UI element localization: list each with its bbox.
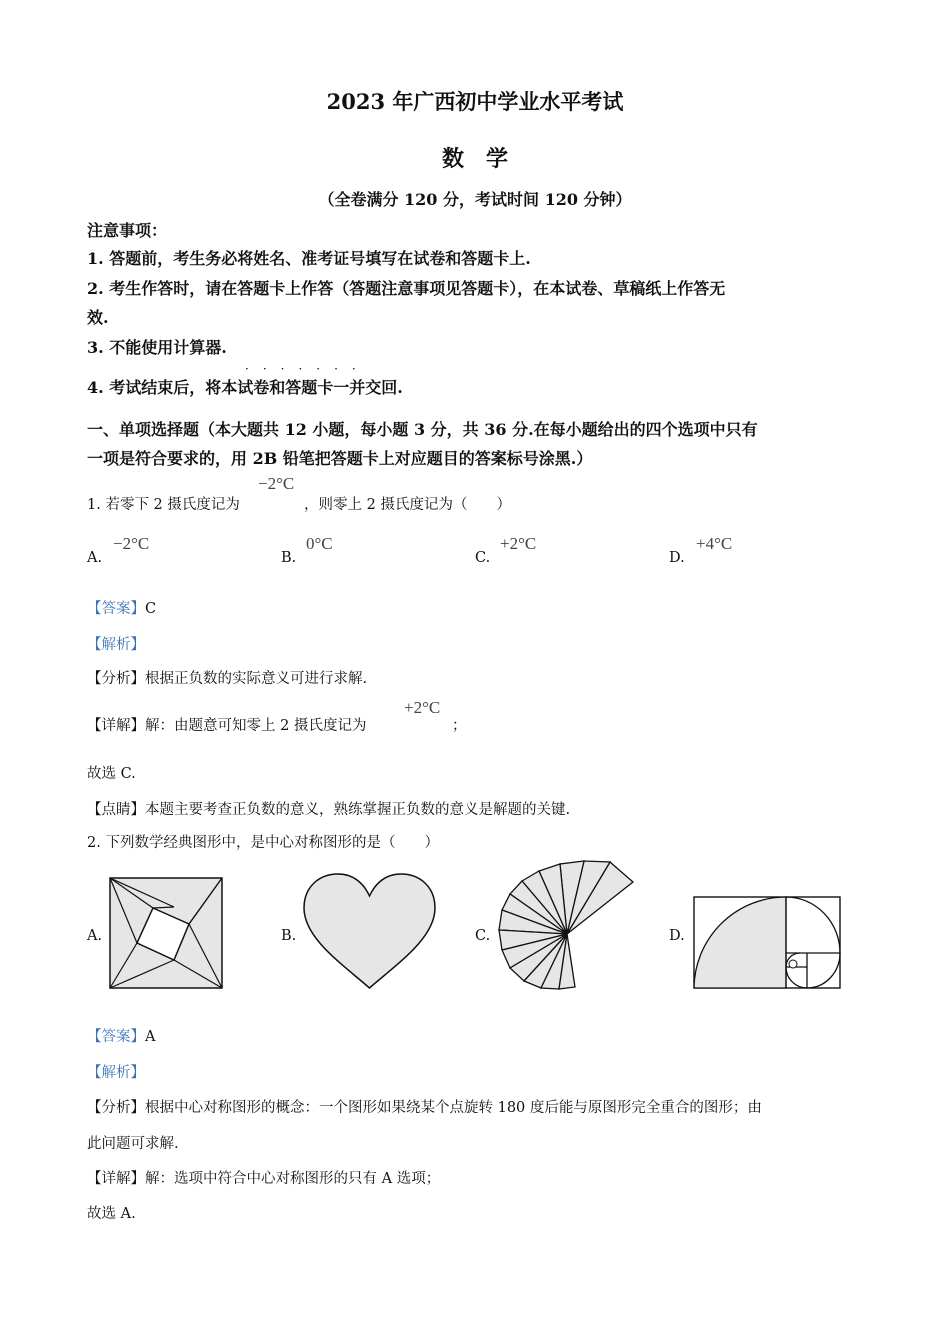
golden-spiral-figure [693, 896, 842, 990]
section-heading-line1: 一、单项选择题（本大题共 12 小题，每小题 3 分，共 36 分.在每小题给出的四个选项中只有 [87, 420, 758, 439]
q2-choose: 故选 A. [87, 1206, 136, 1222]
q2-analysis-tag: 【解析】 [87, 1065, 145, 1081]
q2-option-c-label: C. [475, 928, 491, 944]
note-item-1: 1. 答题前，考生务必将姓名、准考证号填写在试卷和答题卡上. [87, 249, 531, 268]
q1-fenxi: 根据正负数的实际意义可进行求解. [145, 671, 368, 687]
q1-analysis-tag: 【解析】 [87, 637, 145, 653]
q1-math: −2°C [258, 474, 295, 493]
pinwheel-square-figure [109, 877, 223, 989]
q1-option-a-value: −2°C [113, 534, 150, 553]
q1-option-c-label: C. [475, 550, 491, 566]
q1-choose: 故选 C. [87, 766, 136, 782]
section-heading-line2: 一项是符合要求的，用 2B 铅笔把答题卡上对应题目的答案标号涂黑.） [87, 449, 593, 468]
q1-option-a-label: A. [87, 550, 103, 566]
heart-figure [302, 872, 437, 990]
notes-heading: 注意事项： [87, 221, 168, 240]
q2-option-b-label: B. [281, 928, 297, 944]
q2-fenxi-line2: 此问题可求解. [87, 1136, 179, 1152]
spiral-triangles-figure [497, 860, 637, 990]
q2-answer-tag: 【答案】 [87, 1029, 145, 1045]
q1-option-d-value: +4°C [696, 534, 733, 553]
q2-fenxi-tag: 【分析】 [87, 1100, 145, 1116]
q2-text: 2. 下列数学经典图形中，是中心对称图形的是（ ） [87, 835, 439, 851]
q1-option-c-value: +2°C [500, 534, 537, 553]
note-item-4: 4. 考试结束后，将本试卷和答题卡一并交回. [87, 378, 403, 397]
q2-xiangjie-tag: 【详解】 [87, 1171, 145, 1187]
q1-option-b-value: 0°C [306, 534, 333, 553]
q1-option-d-label: D. [669, 550, 685, 566]
exam-info: （全卷满分 120 分，考试时间 120 分钟） [318, 190, 632, 209]
q1-text-after: ，则零上 2 摄氏度记为（ ） [304, 497, 511, 513]
q2-option-a-label: A. [87, 928, 103, 944]
q1-xiangjie-end: ； [452, 718, 467, 734]
q2-option-d-label: D. [669, 928, 685, 944]
q2-answer: A [145, 1029, 156, 1045]
q1-option-b-label: B. [281, 550, 297, 566]
subject-title: 数 学 [441, 146, 508, 172]
exam-title: 2023 年广西初中学业水平考试 [326, 89, 624, 114]
q1-text-before: 1. 若零下 2 摄氏度记为 [87, 497, 240, 513]
note-item-3: 3. 不能使用计算器. [87, 338, 227, 357]
q1-answer: C [145, 601, 157, 617]
q1-xiangjie: 解：由题意可知零上 2 摄氏度记为 [145, 718, 367, 734]
q1-dianjing-tag: 【点睛】 [87, 802, 145, 818]
q2-fenxi-line1: 根据中心对称图形的概念：一个图形如果绕某个点旋转 180 度后能与原图形完全重合的图形；由 [145, 1100, 762, 1116]
q1-dianjing: 本题主要考查正负数的意义，熟练掌握正负数的意义是解题的关键. [145, 802, 571, 818]
q2-xiangjie: 解：选项中符合中心对称图形的只有 A 选项； [145, 1171, 441, 1187]
q1-answer-tag: 【答案】 [87, 601, 145, 617]
q1-xiangjie-math: +2°C [404, 698, 441, 717]
note-item-2-cont: 效. [87, 308, 109, 327]
note-item-2: 2. 考生作答时，请在答题卡上作答（答题注意事项见答题卡），在本试卷、草稿纸上作答无 [87, 279, 726, 298]
q1-xiangjie-tag: 【详解】 [87, 718, 145, 734]
emphasis-dots: ······· [245, 362, 370, 376]
q1-fenxi-tag: 【分析】 [87, 671, 145, 687]
